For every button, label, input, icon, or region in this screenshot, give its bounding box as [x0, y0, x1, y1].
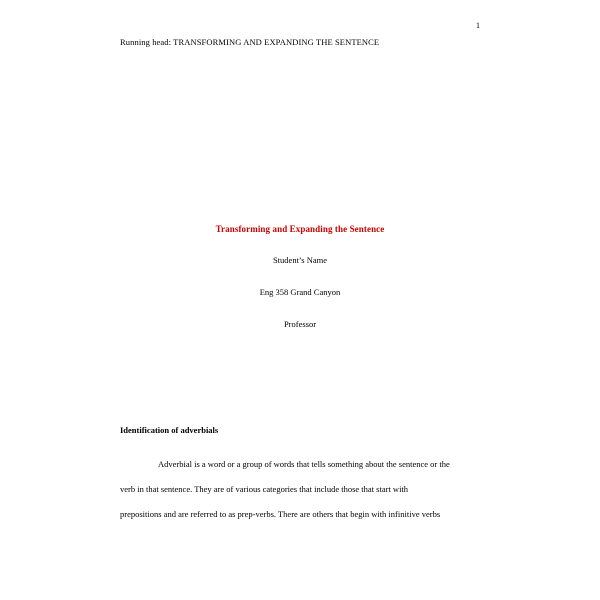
body-line-text: verb in that sentence. They are of various categories that include those that start with — [120, 484, 409, 494]
running-head: Running head: TRANSFORMING AND EXPANDING THE SENTENCE — [120, 37, 380, 47]
body-line-text: Adverbial is a word or a group of words that tells something about the sentence or the — [158, 459, 450, 469]
instructor-name: Professor — [283, 319, 317, 329]
body-line — [120, 477, 465, 502]
section-heading: Identification of adverbials — [120, 425, 219, 435]
body-line-text: prepositions and are referred to as prep-verbs. There are others that begin with infinitive verbs — [120, 509, 441, 519]
body-line — [120, 502, 465, 527]
title-block — [0, 224, 600, 329]
body-line — [120, 452, 465, 477]
body-paragraph — [120, 452, 465, 527]
course-name: Eng 358 Grand Canyon — [259, 287, 341, 297]
author-name: Student’s Name — [272, 255, 328, 265]
page-number: 1 — [476, 21, 480, 30]
page-title: Transforming and Expanding the Sentence — [215, 224, 385, 234]
